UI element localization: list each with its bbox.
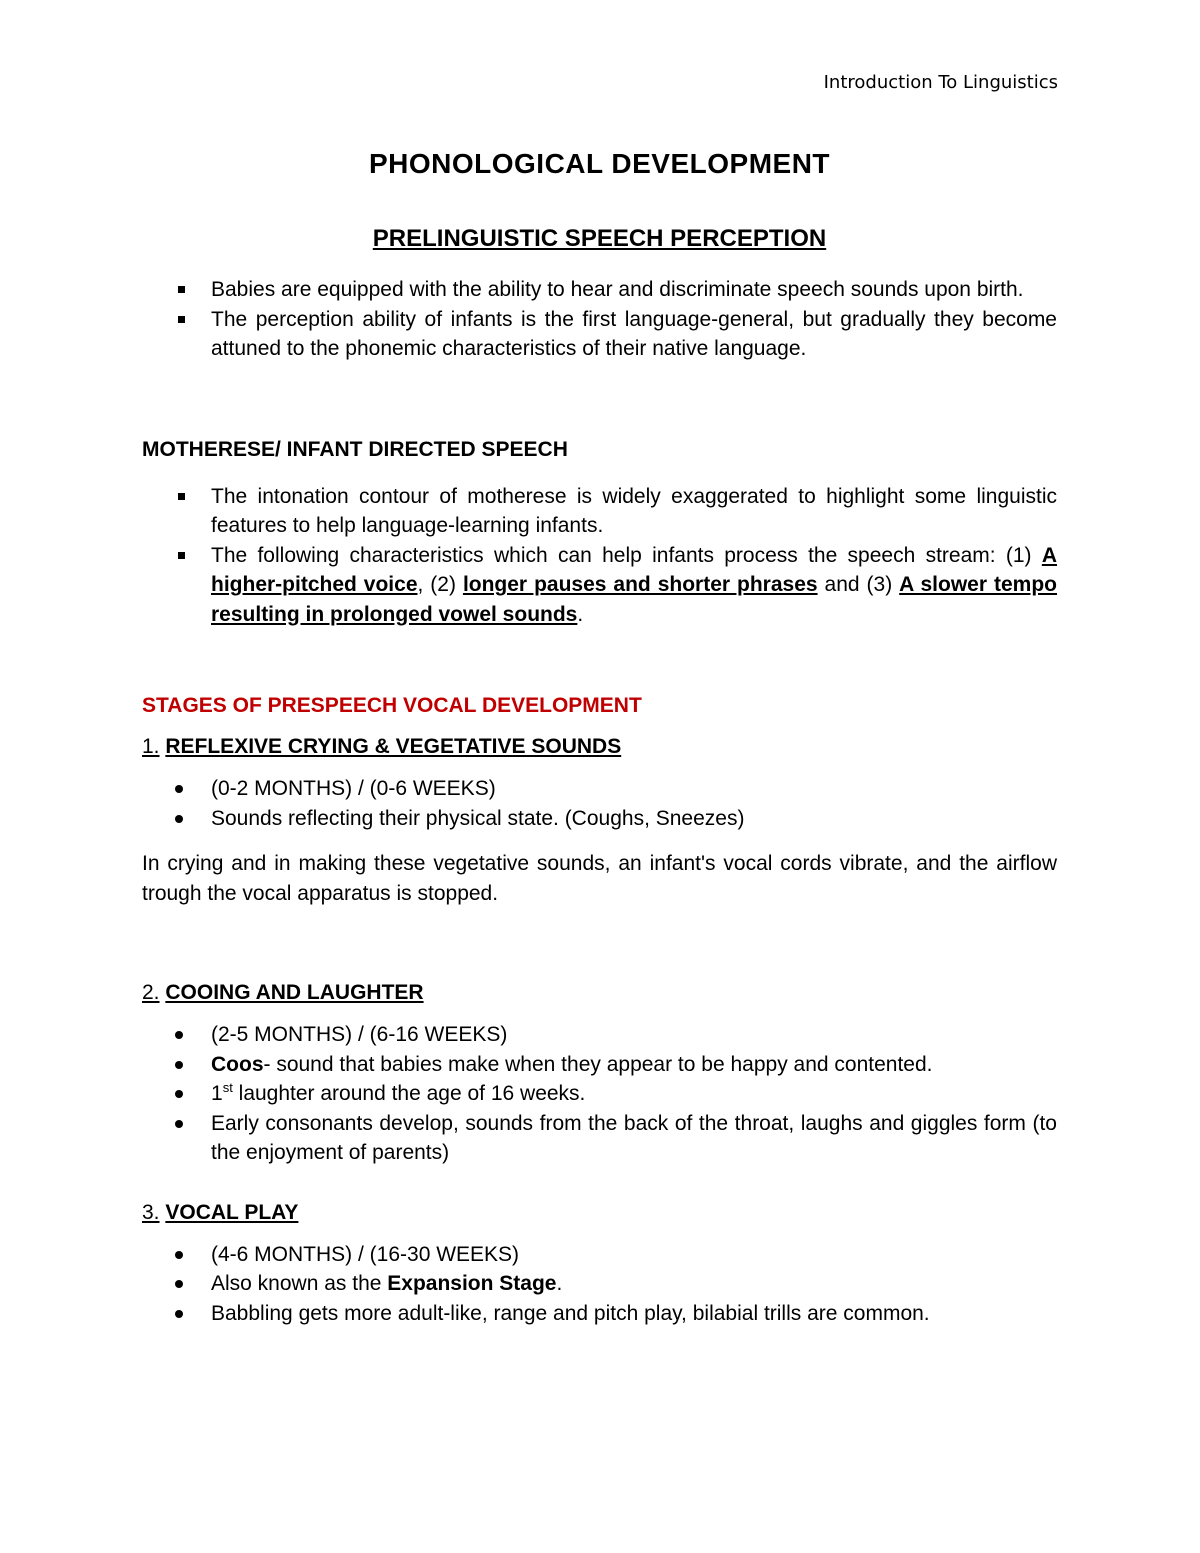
stage-3-heading: [142, 1201, 1057, 1225]
stage-title: COOING AND LAUGHTER: [165, 981, 424, 1004]
running-header: Introduction To Linguistics: [823, 72, 1058, 93]
stage-1-paragraph: In crying and in making these vegetative sounds, an infant's vocal cords vibrate, and the airflow trough the vocal apparatus is stopped.: [142, 852, 1057, 905]
list-item: Sounds reflecting their physical state. (Coughs, Sneezes): [142, 804, 1057, 834]
stage-number: 1.: [142, 735, 160, 758]
stage-title: VOCAL PLAY: [165, 1200, 299, 1224]
stage-number: 2.: [142, 981, 160, 1004]
list-item: [142, 1269, 1057, 1299]
list-item: [142, 1079, 1057, 1109]
list-item: [142, 1050, 1057, 1080]
sentence-end: .: [577, 602, 584, 626]
stage-number: 3.: [142, 1200, 160, 1224]
feature-slower-tempo: A slower tempo resulting in prolonged vowel sounds: [211, 573, 1057, 626]
list-item: [142, 541, 1057, 630]
prelinguistic-list: [142, 275, 1057, 364]
stage-title: REFLEXIVE CRYING & VEGETATIVE SOUNDS: [165, 735, 622, 758]
feature-higher-pitch: A higher-pitched voice: [211, 543, 1057, 596]
ordinal-suffix: st: [222, 1080, 233, 1095]
characteristics-intro: The following characteristics which can help infants process the speech stream: (1): [211, 543, 1042, 567]
list-item: The perception ability of infants is the first language-general, but gradually they become attuned to the phonemic characteristics of their native language.: [142, 305, 1057, 364]
stage-3-list: [142, 1240, 1057, 1329]
list-item: (4-6 MONTHS) / (16-30 WEEKS): [142, 1240, 1057, 1270]
aka-prefix: Also known as the: [211, 1272, 388, 1295]
expansion-stage-term: Expansion Stage: [387, 1272, 557, 1295]
laughter-text: laughter around the age of 16 weeks.: [232, 1082, 586, 1105]
separator: , (2): [417, 573, 463, 596]
motherese-list: [142, 482, 1057, 630]
feature-longer-pauses: longer pauses and shorter phrases: [462, 573, 818, 596]
list-item: Early consonants develop, sounds from the back of the throat, laughs and giggles form (to the enjoyment of parents): [142, 1109, 1057, 1168]
list-item: (0-2 MONTHS) / (0-6 WEEKS): [142, 774, 1057, 804]
prelinguistic-heading: PRELINGUISTIC SPEECH PERCEPTION: [372, 225, 827, 252]
stages-heading: STAGES OF PRESPEECH VOCAL DEVELOPMENT: [142, 694, 642, 717]
list-item: Babies are equipped with the ability to hear and discriminate speech sounds upon birth.: [142, 275, 1057, 305]
stage-2-list: [142, 1020, 1057, 1168]
laughter-number: 1: [211, 1082, 223, 1105]
stage-1-heading: [142, 735, 1057, 759]
coos-definition: - sound that babies make when they appear to be happy and contented.: [263, 1052, 933, 1076]
document-title: PHONOLOGICAL DEVELOPMENT: [368, 148, 831, 179]
motherese-heading: MOTHERESE/ INFANT DIRECTED SPEECH: [142, 437, 568, 461]
document-body: [142, 148, 1057, 1328]
separator: and (3): [817, 573, 900, 596]
list-item: Babbling gets more adult-like, range and pitch play, bilabial trills are common.: [142, 1299, 1057, 1329]
stage-1-list: [142, 774, 1057, 833]
list-item: (2-5 MONTHS) / (6-16 WEEKS): [142, 1020, 1057, 1050]
list-item: The intonation contour of motherese is widely exaggerated to highlight some linguistic features to help language-learning infants.: [142, 482, 1057, 541]
sentence-end: .: [556, 1272, 563, 1295]
stage-2-heading: [142, 981, 1057, 1005]
coos-term: Coos: [211, 1052, 264, 1076]
